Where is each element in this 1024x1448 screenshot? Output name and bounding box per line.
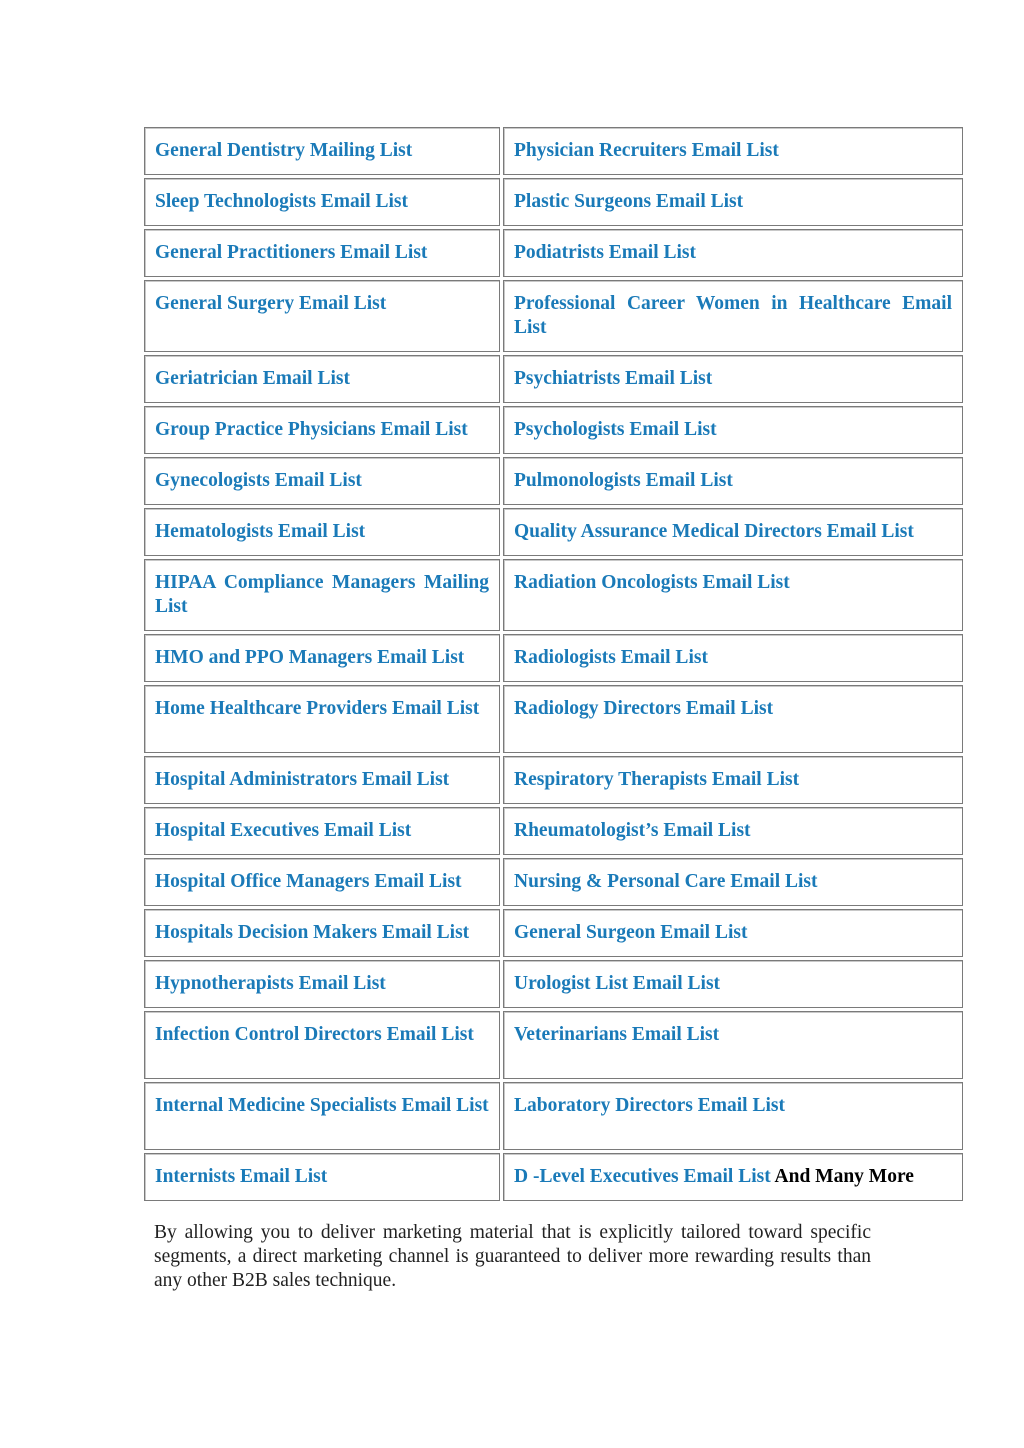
table-cell-right: [503, 685, 963, 753]
table-row: [144, 406, 963, 454]
list-link[interactable]: Psychologists Email List: [514, 419, 717, 440]
table-cell-left: [144, 858, 500, 906]
table-cell-right: [503, 406, 963, 454]
table-cell-left: [144, 634, 500, 682]
list-link[interactable]: General Dentistry Mailing List: [155, 140, 413, 161]
table-row: [144, 355, 963, 403]
table-row: [144, 909, 963, 957]
table-cell-right: [503, 1082, 963, 1150]
table-row: [144, 756, 963, 804]
table-row: [144, 960, 963, 1008]
list-link[interactable]: Physician Recruiters Email List: [514, 140, 779, 161]
list-link[interactable]: HIPAA Compliance Managers Mailing List: [155, 572, 489, 617]
list-link[interactable]: Nursing & Personal Care Email List: [514, 871, 818, 892]
table-row: [144, 858, 963, 906]
list-link[interactable]: Psychiatrists Email List: [514, 368, 713, 389]
table-cell-right: [503, 807, 963, 855]
table-cell-left: [144, 909, 500, 957]
table-row: [144, 1153, 963, 1201]
table-cell-right: [503, 559, 963, 631]
list-link[interactable]: HMO and PPO Managers Email List: [155, 647, 465, 668]
table-cell-left: [144, 1011, 500, 1079]
table-cell-right: [503, 127, 963, 175]
email-lists-table: [141, 124, 966, 1204]
list-link[interactable]: Radiation Oncologists Email List: [514, 572, 790, 593]
list-link[interactable]: D -Level Executives Email List: [514, 1166, 771, 1187]
table-cell-right: [503, 508, 963, 556]
table-cell-left: [144, 508, 500, 556]
table-cell-right: [503, 229, 963, 277]
table-row: [144, 807, 963, 855]
list-link[interactable]: Sleep Technologists Email List: [155, 191, 409, 212]
table-cell-right: [503, 858, 963, 906]
table-cell-left: [144, 807, 500, 855]
table-cell-left: [144, 406, 500, 454]
table-cell-right: [503, 756, 963, 804]
table-row: [144, 127, 963, 175]
list-link[interactable]: Group Practice Physicians Email List: [155, 419, 468, 440]
list-link[interactable]: Professional Career Women in Healthcare Email List: [514, 293, 952, 338]
list-link[interactable]: Hospitals Decision Makers Email List: [155, 922, 470, 943]
body-paragraph: By allowing you to deliver marketing material that is explicitly tailored toward specific segments, a direct marketing channel is guaranteed to deliver more rewarding results than any other B2B sales technique.: [154, 1222, 871, 1291]
list-link[interactable]: Urologist List Email List: [514, 973, 721, 994]
list-link[interactable]: Hospital Executives Email List: [155, 820, 412, 841]
list-link[interactable]: Podiatrists Email List: [514, 242, 697, 263]
table-cell-right: [503, 178, 963, 226]
table-row: [144, 634, 963, 682]
list-link[interactable]: Internal Medicine Specialists Email List: [155, 1095, 489, 1116]
list-link[interactable]: Veterinarians Email List: [514, 1024, 720, 1045]
table-cell-left: [144, 457, 500, 505]
table-row: [144, 508, 963, 556]
list-link[interactable]: Home Healthcare Providers Email List: [155, 698, 480, 719]
table-row: [144, 559, 963, 631]
list-link[interactable]: Geriatrician Email List: [155, 368, 350, 389]
list-link[interactable]: Radiology Directors Email List: [514, 698, 774, 719]
table-row: [144, 280, 963, 352]
list-link[interactable]: Radiologists Email List: [514, 647, 708, 668]
list-link[interactable]: Hematologists Email List: [155, 521, 366, 542]
table-cell-left: [144, 127, 500, 175]
table-cell-left: [144, 960, 500, 1008]
list-link[interactable]: Quality Assurance Medical Directors Email List: [514, 521, 914, 542]
and-many-more-text: And Many More: [770, 1166, 914, 1187]
table-cell-left: [144, 355, 500, 403]
list-link[interactable]: Hospital Office Managers Email List: [155, 871, 462, 892]
list-link[interactable]: Plastic Surgeons Email List: [514, 191, 744, 212]
list-link[interactable]: General Practitioners Email List: [155, 242, 428, 263]
table-cell-right: [503, 355, 963, 403]
table-row: [144, 685, 963, 753]
table-row: [144, 1082, 963, 1150]
list-link[interactable]: Hypnotherapists Email List: [155, 973, 386, 994]
table-cell-left: [144, 280, 500, 352]
list-link[interactable]: Hospital Administrators Email List: [155, 769, 450, 790]
list-link[interactable]: Pulmonologists Email List: [514, 470, 733, 491]
table-cell-right: [503, 634, 963, 682]
list-link[interactable]: Laboratory Directors Email List: [514, 1095, 785, 1116]
table-cell-left: [144, 756, 500, 804]
list-link[interactable]: Respiratory Therapists Email List: [514, 769, 800, 790]
table-cell-right: [503, 1153, 963, 1201]
table-cell-left: [144, 685, 500, 753]
table-row: [144, 178, 963, 226]
list-link[interactable]: Gynecologists Email List: [155, 470, 362, 491]
list-link[interactable]: General Surgeon Email List: [514, 922, 748, 943]
table-row: [144, 457, 963, 505]
list-link[interactable]: Rheumatologist’s Email List: [514, 820, 751, 841]
table-cell-left: [144, 1082, 500, 1150]
table-cell-right: [503, 280, 963, 352]
table-cell-left: [144, 229, 500, 277]
table-cell-right: [503, 457, 963, 505]
table-cell-left: [144, 1153, 500, 1201]
list-link[interactable]: Internists Email List: [155, 1166, 328, 1187]
table-cell-left: [144, 178, 500, 226]
table-row: [144, 1011, 963, 1079]
list-link[interactable]: Infection Control Directors Email List: [155, 1024, 474, 1045]
table-cell-left: [144, 559, 500, 631]
table-cell-right: [503, 1011, 963, 1079]
table-cell-right: [503, 960, 963, 1008]
table-row: [144, 229, 963, 277]
table-cell-right: [503, 909, 963, 957]
list-link[interactable]: General Surgery Email List: [155, 293, 387, 314]
